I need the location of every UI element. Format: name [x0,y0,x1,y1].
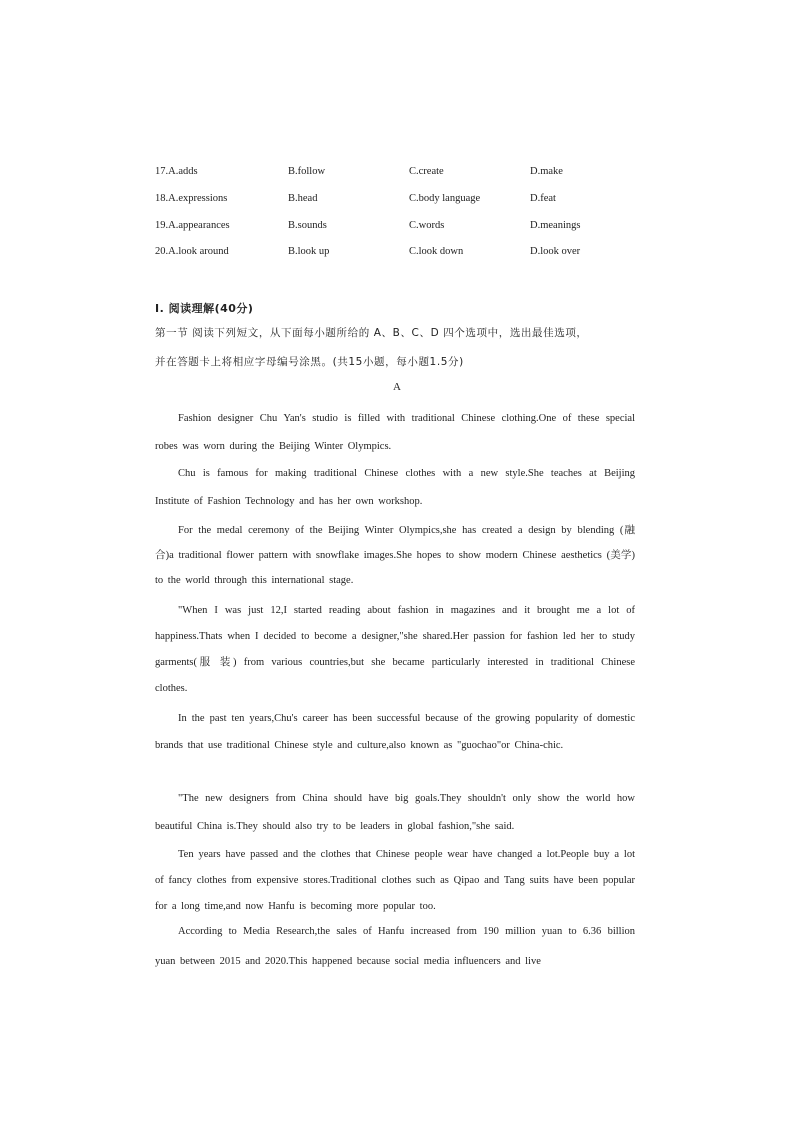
option-b: B.look up [288,246,330,257]
paragraph-text: Chu is famous for making traditional Chinese clothes with a new style.She teaches at Beijing Institute of Fashion Technology and has her own workshop. [155,468,635,507]
instruction-line-1: 第一节 阅读下列短文，从下面每小题所给的 A、B、C、D 四个选项中，选出最佳选项， [155,327,588,339]
paragraph-text: "When I was just 12,I started reading about fashion in magazines and it brought me a lot of happiness.Thats when I decided to become a designer,"she shared.Her passion for fashion led her to study garments(服 装) from various countries,but she became particularly interested in traditional Chinese clothes. [155,605,635,694]
option-d: D.look over [530,246,581,257]
paragraph-text: In the past ten years,Chu's career has been successful because of the growing popularity of domestic brands that use traditional Chinese style and culture,also known as "guochao"or China-chic. [155,713,635,751]
paragraph-text: "The new designers from China should have big goals.They shouldn't only show the world how beautiful China is.They should also try to be leaders in global fashion,"she said. [155,793,635,832]
option-d: D.feat [530,193,556,204]
option-a: 18.A.expressions [155,193,228,204]
paragraph-5 [155,705,635,759]
option-b: B.head [288,193,318,204]
option-a: 17.A.adds [155,166,198,177]
option-c: C.create [409,166,444,177]
instruction-line-2: 并在答题卡上将相应字母编号涂黑。(共15小题，每小题1.5分) [155,356,464,368]
paragraph-7 [155,842,635,920]
option-b: B.sounds [288,220,327,231]
paragraph-4 [155,598,635,702]
paragraph-text: According to Media Research,the sales of Hanfu increased from 190 million yuan to 6.36 billion yuan between 2015 and 2020.This happened because social media influencers and live [155,926,635,967]
option-c: C.words [409,220,445,231]
paragraph-6 [155,785,635,841]
paragraph-3 [155,518,635,593]
option-d: D.make [530,166,563,177]
option-c: C.look down [409,246,464,257]
paragraph-text: Ten years have passed and the clothes that Chinese people wear have changed a lot.People buy a lot of fancy clothes from expensive stores.Traditional clothes such as Qipao and Tang suits have been popular for a long time,and now Hanfu is becoming more popular too. [155,849,635,912]
paragraph-text: Fashion designer Chu Yan's studio is filled with traditional Chinese clothing.One of these special robes was worn during the Beijing Winter Olympics. [155,413,635,452]
paragraph-8 [155,917,635,977]
paragraph-text: For the medal ceremony of the Beijing Winter Olympics,she has created a design by blending (融合)a traditional flower pattern with snowflake images.She hopes to show modern Chinese aesthetics (美学) to the world through this international stage. [155,525,635,586]
option-a: 20.A.look around [155,246,229,257]
section-heading: I. 阅读理解(40分) [155,302,254,315]
option-a: 19.A.appearances [155,220,230,231]
paragraph-2 [155,460,635,516]
paragraph-1 [155,405,635,461]
option-d: D.meanings [530,220,581,231]
option-c: C.body language [409,193,481,204]
option-b: B.follow [288,166,326,177]
passage-title: A [393,381,401,393]
